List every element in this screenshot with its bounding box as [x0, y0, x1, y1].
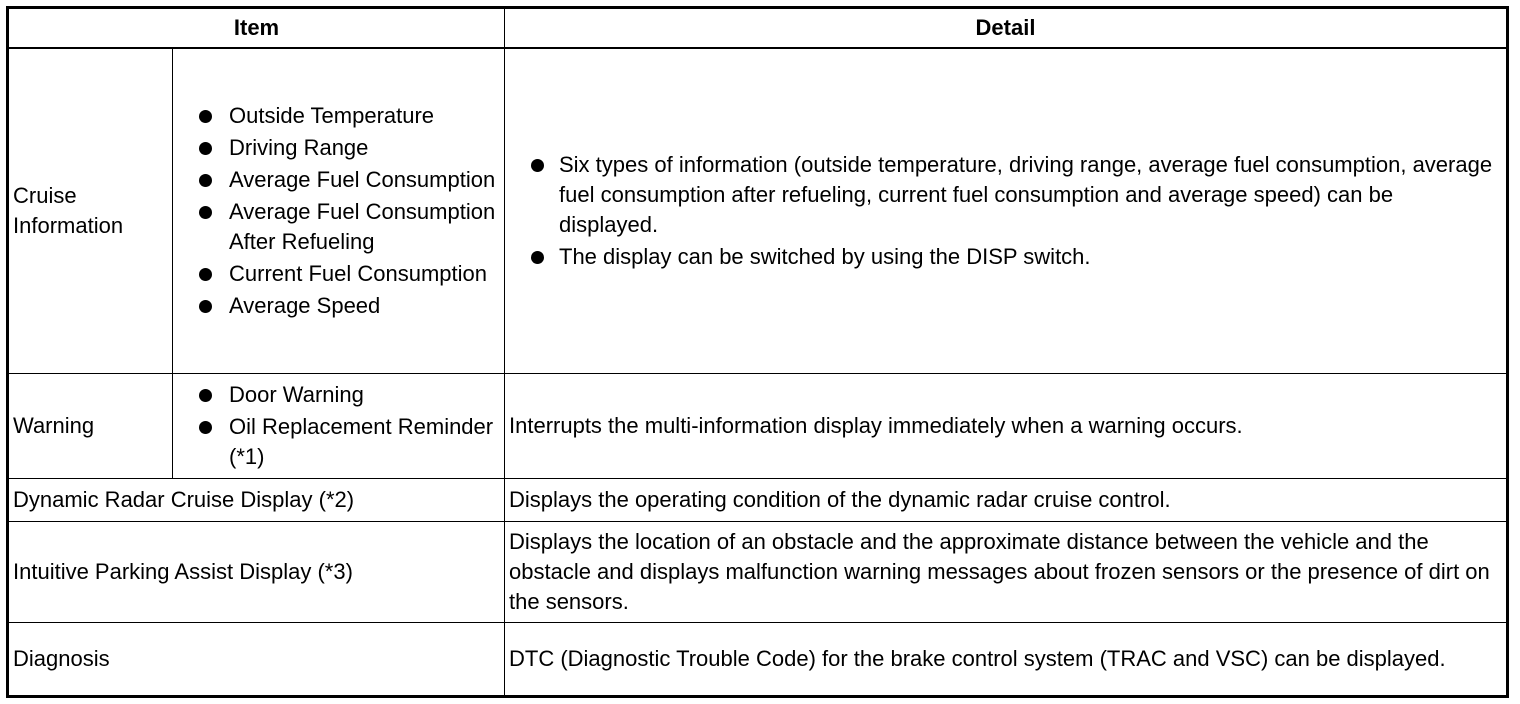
- diagnosis-label: Diagnosis: [8, 623, 505, 697]
- header-row: [8, 8, 1508, 49]
- cruise-information-label: Cruise Information: [8, 48, 173, 374]
- diagnosis-detail: DTC (Diagnostic Trouble Code) for the brake control system (TRAC and VSC) can be displayed.: [505, 623, 1508, 697]
- list-item: Average Fuel Consumption: [177, 165, 500, 195]
- table-row-diagnosis: [8, 623, 1508, 697]
- table-row-dynamic-radar-cruise: [8, 479, 1508, 522]
- list-item: Current Fuel Consumption: [177, 259, 500, 289]
- list-item: Outside Temperature: [177, 101, 500, 131]
- intuitive-parking-assist-detail: Displays the location of an obstacle and the approximate distance between the vehicle and the obstacle and displays malfunction warning messages about frozen sensors or the presence of dirt on the sensors.: [505, 522, 1508, 623]
- dynamic-radar-cruise-label: Dynamic Radar Cruise Display (*2): [8, 479, 505, 522]
- dynamic-radar-cruise-detail: Displays the operating condition of the dynamic radar cruise control.: [505, 479, 1508, 522]
- list-item: Average Speed: [177, 291, 500, 321]
- warning-items: [173, 374, 505, 479]
- list-item: Average Fuel Consumption After Refueling: [177, 197, 500, 257]
- warning-label: Warning: [8, 374, 173, 479]
- intuitive-parking-assist-label: Intuitive Parking Assist Display (*3): [8, 522, 505, 623]
- header-detail: Detail: [505, 8, 1508, 49]
- list-item: Six types of information (outside temperature, driving range, average fuel consumption, average fuel consumption after refueling, current fuel consumption and average speed) can be displayed.: [509, 150, 1502, 240]
- warning-detail: Interrupts the multi-information display immediately when a warning occurs.: [505, 374, 1508, 479]
- table-row-warning: [8, 374, 1508, 479]
- table-row-intuitive-parking-assist: [8, 522, 1508, 623]
- warning-items-list: [177, 375, 500, 477]
- table-row-cruise-information: [8, 48, 1508, 374]
- spec-table: [6, 6, 1509, 698]
- cruise-information-detail: [505, 48, 1508, 374]
- list-item: Driving Range: [177, 133, 500, 163]
- cruise-information-items: [173, 48, 505, 374]
- cruise-items-list: [177, 96, 500, 326]
- cruise-detail-list: [509, 145, 1502, 277]
- list-item: Door Warning: [177, 380, 500, 410]
- list-item: The display can be switched by using the DISP switch.: [509, 242, 1502, 272]
- list-item: Oil Replacement Reminder (*1): [177, 412, 500, 472]
- header-item: Item: [8, 8, 505, 49]
